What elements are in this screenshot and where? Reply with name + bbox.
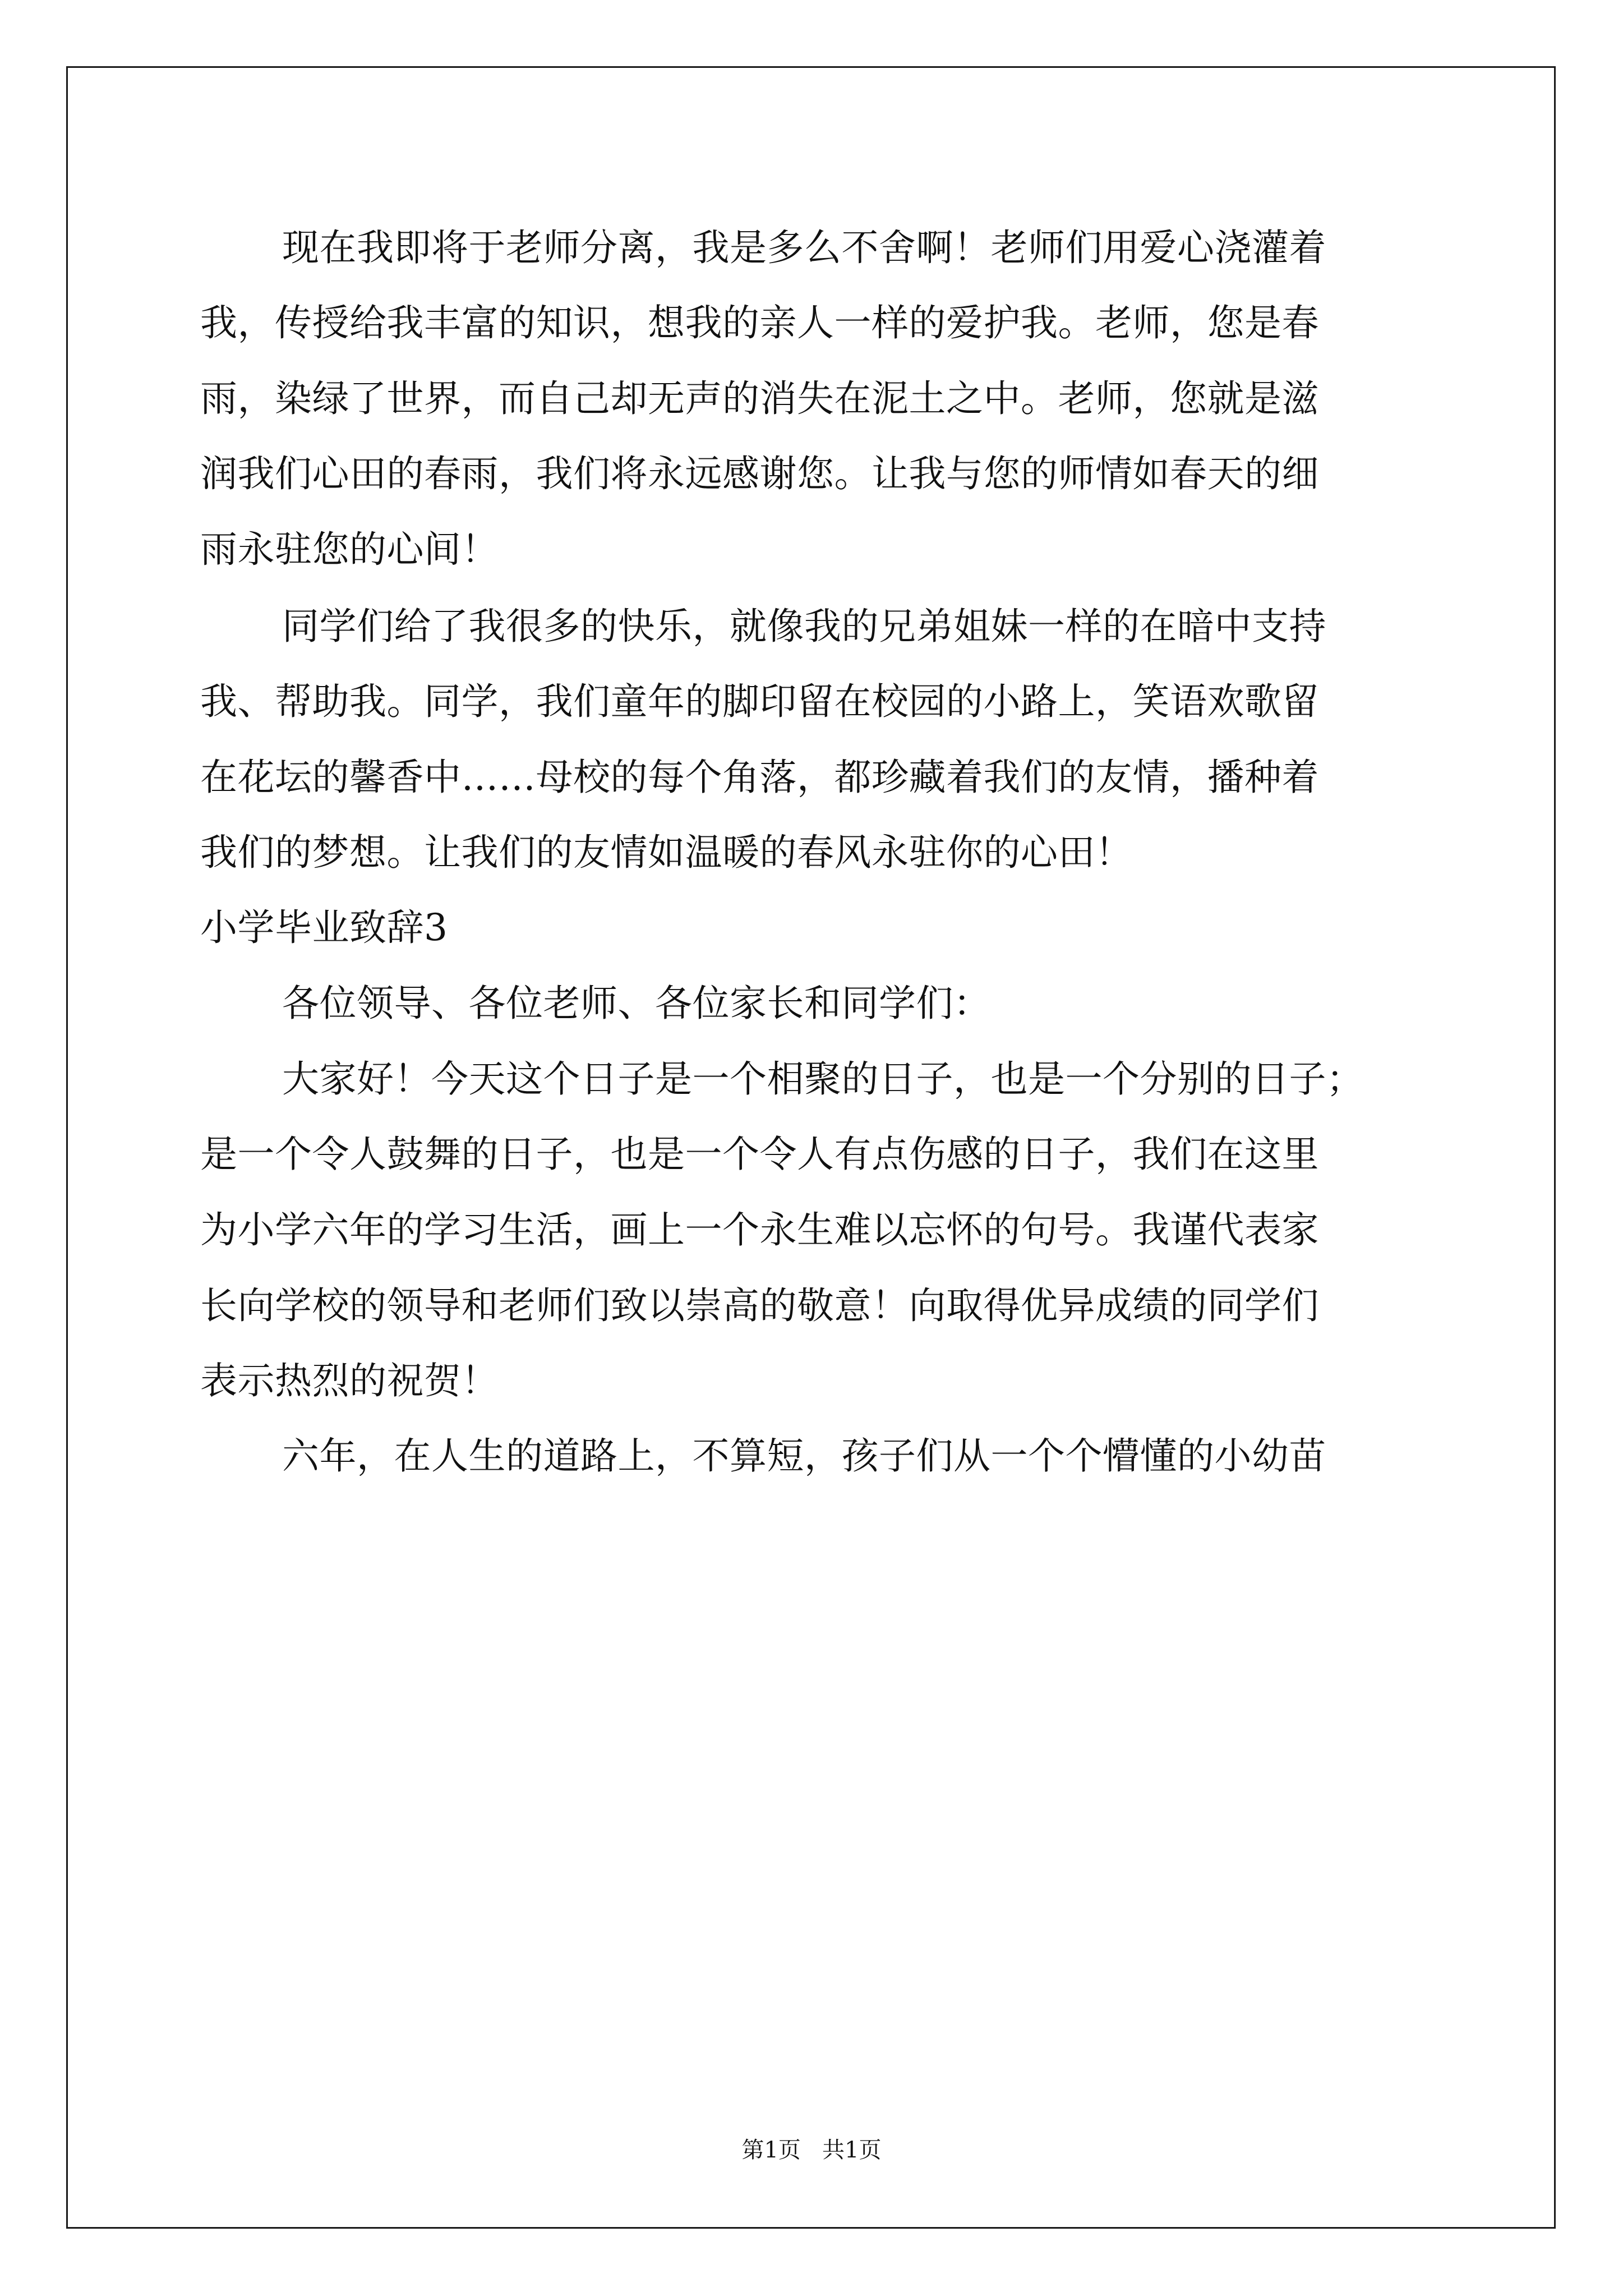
paragraph-3-line-4: 长向学校的领导和老师们致以崇高的敬意！向取得优异成绩的同学们 xyxy=(200,1284,1319,1327)
paragraph-3-line-5: 表示热烈的祝贺！ xyxy=(200,1359,499,1402)
paragraph-4-line-1: 六年，在人生的道路上，不算短，孩子们从一个个懵懂的小幼苗 xyxy=(282,1434,1326,1478)
section-heading: 小学毕业致辞3 xyxy=(200,906,448,949)
paragraph-2-line-1: 同学们给了我很多的快乐，就像我的兄弟姐妹一样的在暗中支持 xyxy=(282,605,1326,648)
salutation: 各位领导、各位老师、各位家长和同学们： xyxy=(282,982,991,1025)
paragraph-3-line-3: 为小学六年的学习生活，画上一个永生难以忘怀的句号。我谨代表家 xyxy=(200,1208,1319,1251)
paragraph-2-line-2: 我、帮助我。同学，我们童年的脚印留在校园的小路上，笑语欢歌留 xyxy=(200,680,1319,723)
paragraph-3-line-1: 大家好！今天这个日子是一个相聚的日子，也是一个分别的日子； xyxy=(282,1057,1364,1101)
paragraph-1-line-2: 我，传授给我丰富的知识，想我的亲人一样的爱护我。老师，您是春 xyxy=(200,301,1319,344)
paragraph-3-line-2: 是一个令人鼓舞的日子，也是一个令人有点伤感的日子，我们在这里 xyxy=(200,1133,1319,1176)
paragraph-1-line-5: 雨永驻您的心间！ xyxy=(200,528,499,571)
paragraph-1-line-1: 现在我即将于老师分离，我是多么不舍啊！老师们用爱心浇灌着 xyxy=(282,226,1326,269)
paragraph-2-line-3: 在花坛的馨香中……母校的每个角落，都珍藏着我们的友情，播种着 xyxy=(200,756,1319,799)
paragraph-1-line-3: 雨，染绿了世界，而自己却无声的消失在泥土之中。老师，您就是滋 xyxy=(200,377,1319,420)
paragraph-2-line-4: 我们的梦想。让我们的友情如温暖的春风永驻你的心田！ xyxy=(200,831,1133,874)
paragraph-1-line-4: 润我们心田的春雨，我们将永远感谢您。让我与您的师情如春天的细 xyxy=(200,452,1319,495)
page-footer: 第1页 共1页 xyxy=(741,2137,882,2163)
